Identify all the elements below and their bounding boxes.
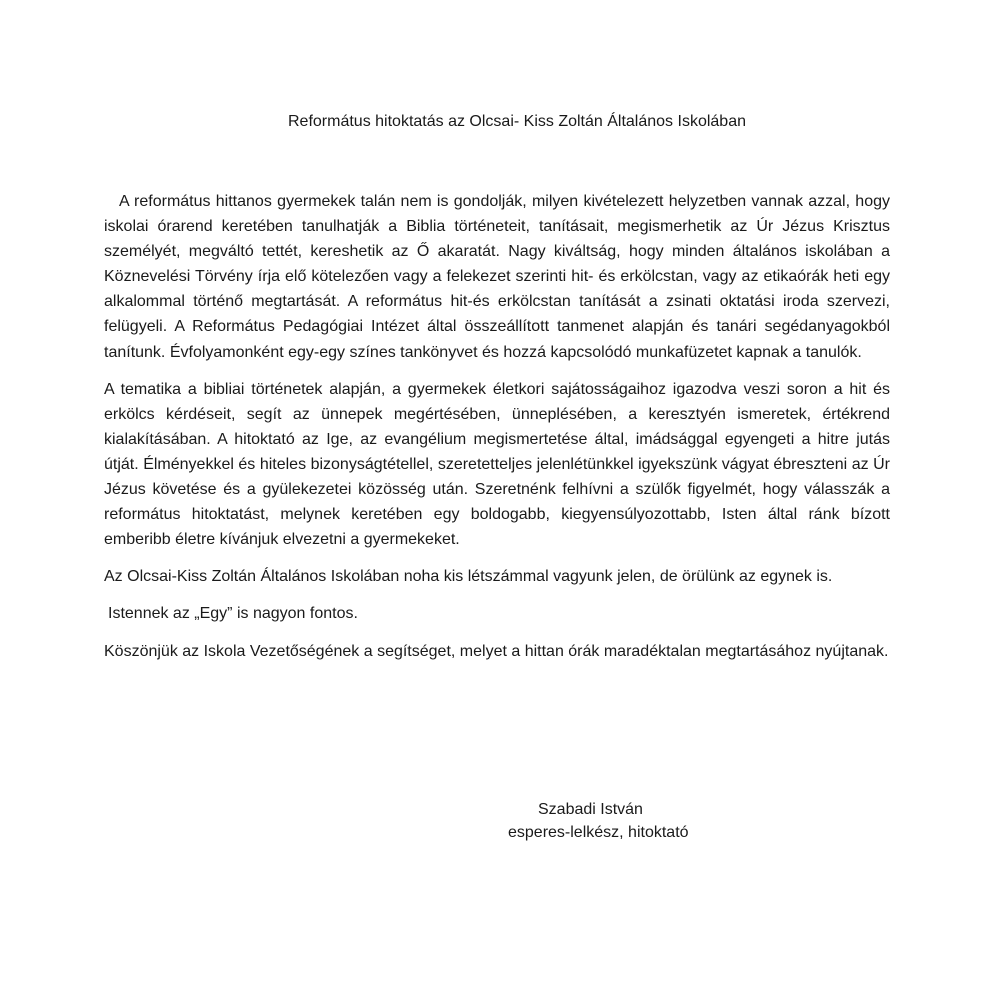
paragraph-thematics: A tematika a bibliai történetek alapján, a gyermekek életkori sajátosságaihoz igazodva veszi soron a hit és erkölcs kérdéseit, segít az ünnepek megértésében, ünneplésében, a keresztyén ismeretek, értékrend kialakításában. A hitoktató az Ige, az evangélium megismertetése által, imádsággal egyengeti a hitre jutás útját. Élményekkel és hiteles bizonyságtétellel, szeretetteljes jelenlétünkkel igyekszünk vágyat ébreszteni az Úr Jézus követése és a gyülekezetei közösség után. Szeretnénk felhívni a szülők figyelmét, hogy válasszák a református hitoktatást, melynek keretében egy boldogabb, kiegyensúlyozottabb, Isten által ránk bízott emberibb életre kívánjuk elvezetni a gyermekeket. xyxy=(104,380,890,549)
document-title: Református hitoktatás az Olcsai- Kiss Zoltán Általános Iskolában xyxy=(288,113,746,130)
paragraph-one-matters: Istennek az „Egy” is nagyon fontos. xyxy=(108,605,358,623)
signature-name: Szabadi István xyxy=(538,801,643,818)
paragraph-thanks: Köszönjük az Iskola Vezetőségének a segítséget, melyet a hittan órák maradéktalan megtartásához nyújtanak. xyxy=(104,642,889,660)
paragraph-school: Az Olcsai-Kiss Zoltán Általános Iskolában noha kis létszámmal vagyunk jelen, de örülünk az egynek is. xyxy=(104,568,833,586)
paragraph-intro: A református hittanos gyermekek talán nem is gondolják, milyen kivételezett helyzetben vannak azzal, hogy iskolai órarend keretében tanulhatják a Biblia történeteit, tanításait, megismerhetik az Úr Jézus Krisztus személyét, megváltó tettét, kereshetik az Ő akaratát. Nagy kiváltság, hogy minden általános iskolában a Köznevelési Törvény írja elő kötelezően vagy a felekezet szerinti hit- és erkölcstan, vagy az etikaórák heti egy alkalommal történő megtartását. A református hit-és erkölcstan tanítását a zsinati oktatási iroda szervezi, felügyeli. A Református Pedagógiai Intézet által összeállított tanmenet alapján és tanári segédanyagokból tanítunk. Évfolyamonként egy-egy színes tankönyvet és hozzá kapcsolódó munkafüzetet kapnak a tanulók. xyxy=(104,193,890,361)
signature-role: esperes-lelkész, hitoktató xyxy=(508,824,689,841)
document-body xyxy=(104,189,890,676)
